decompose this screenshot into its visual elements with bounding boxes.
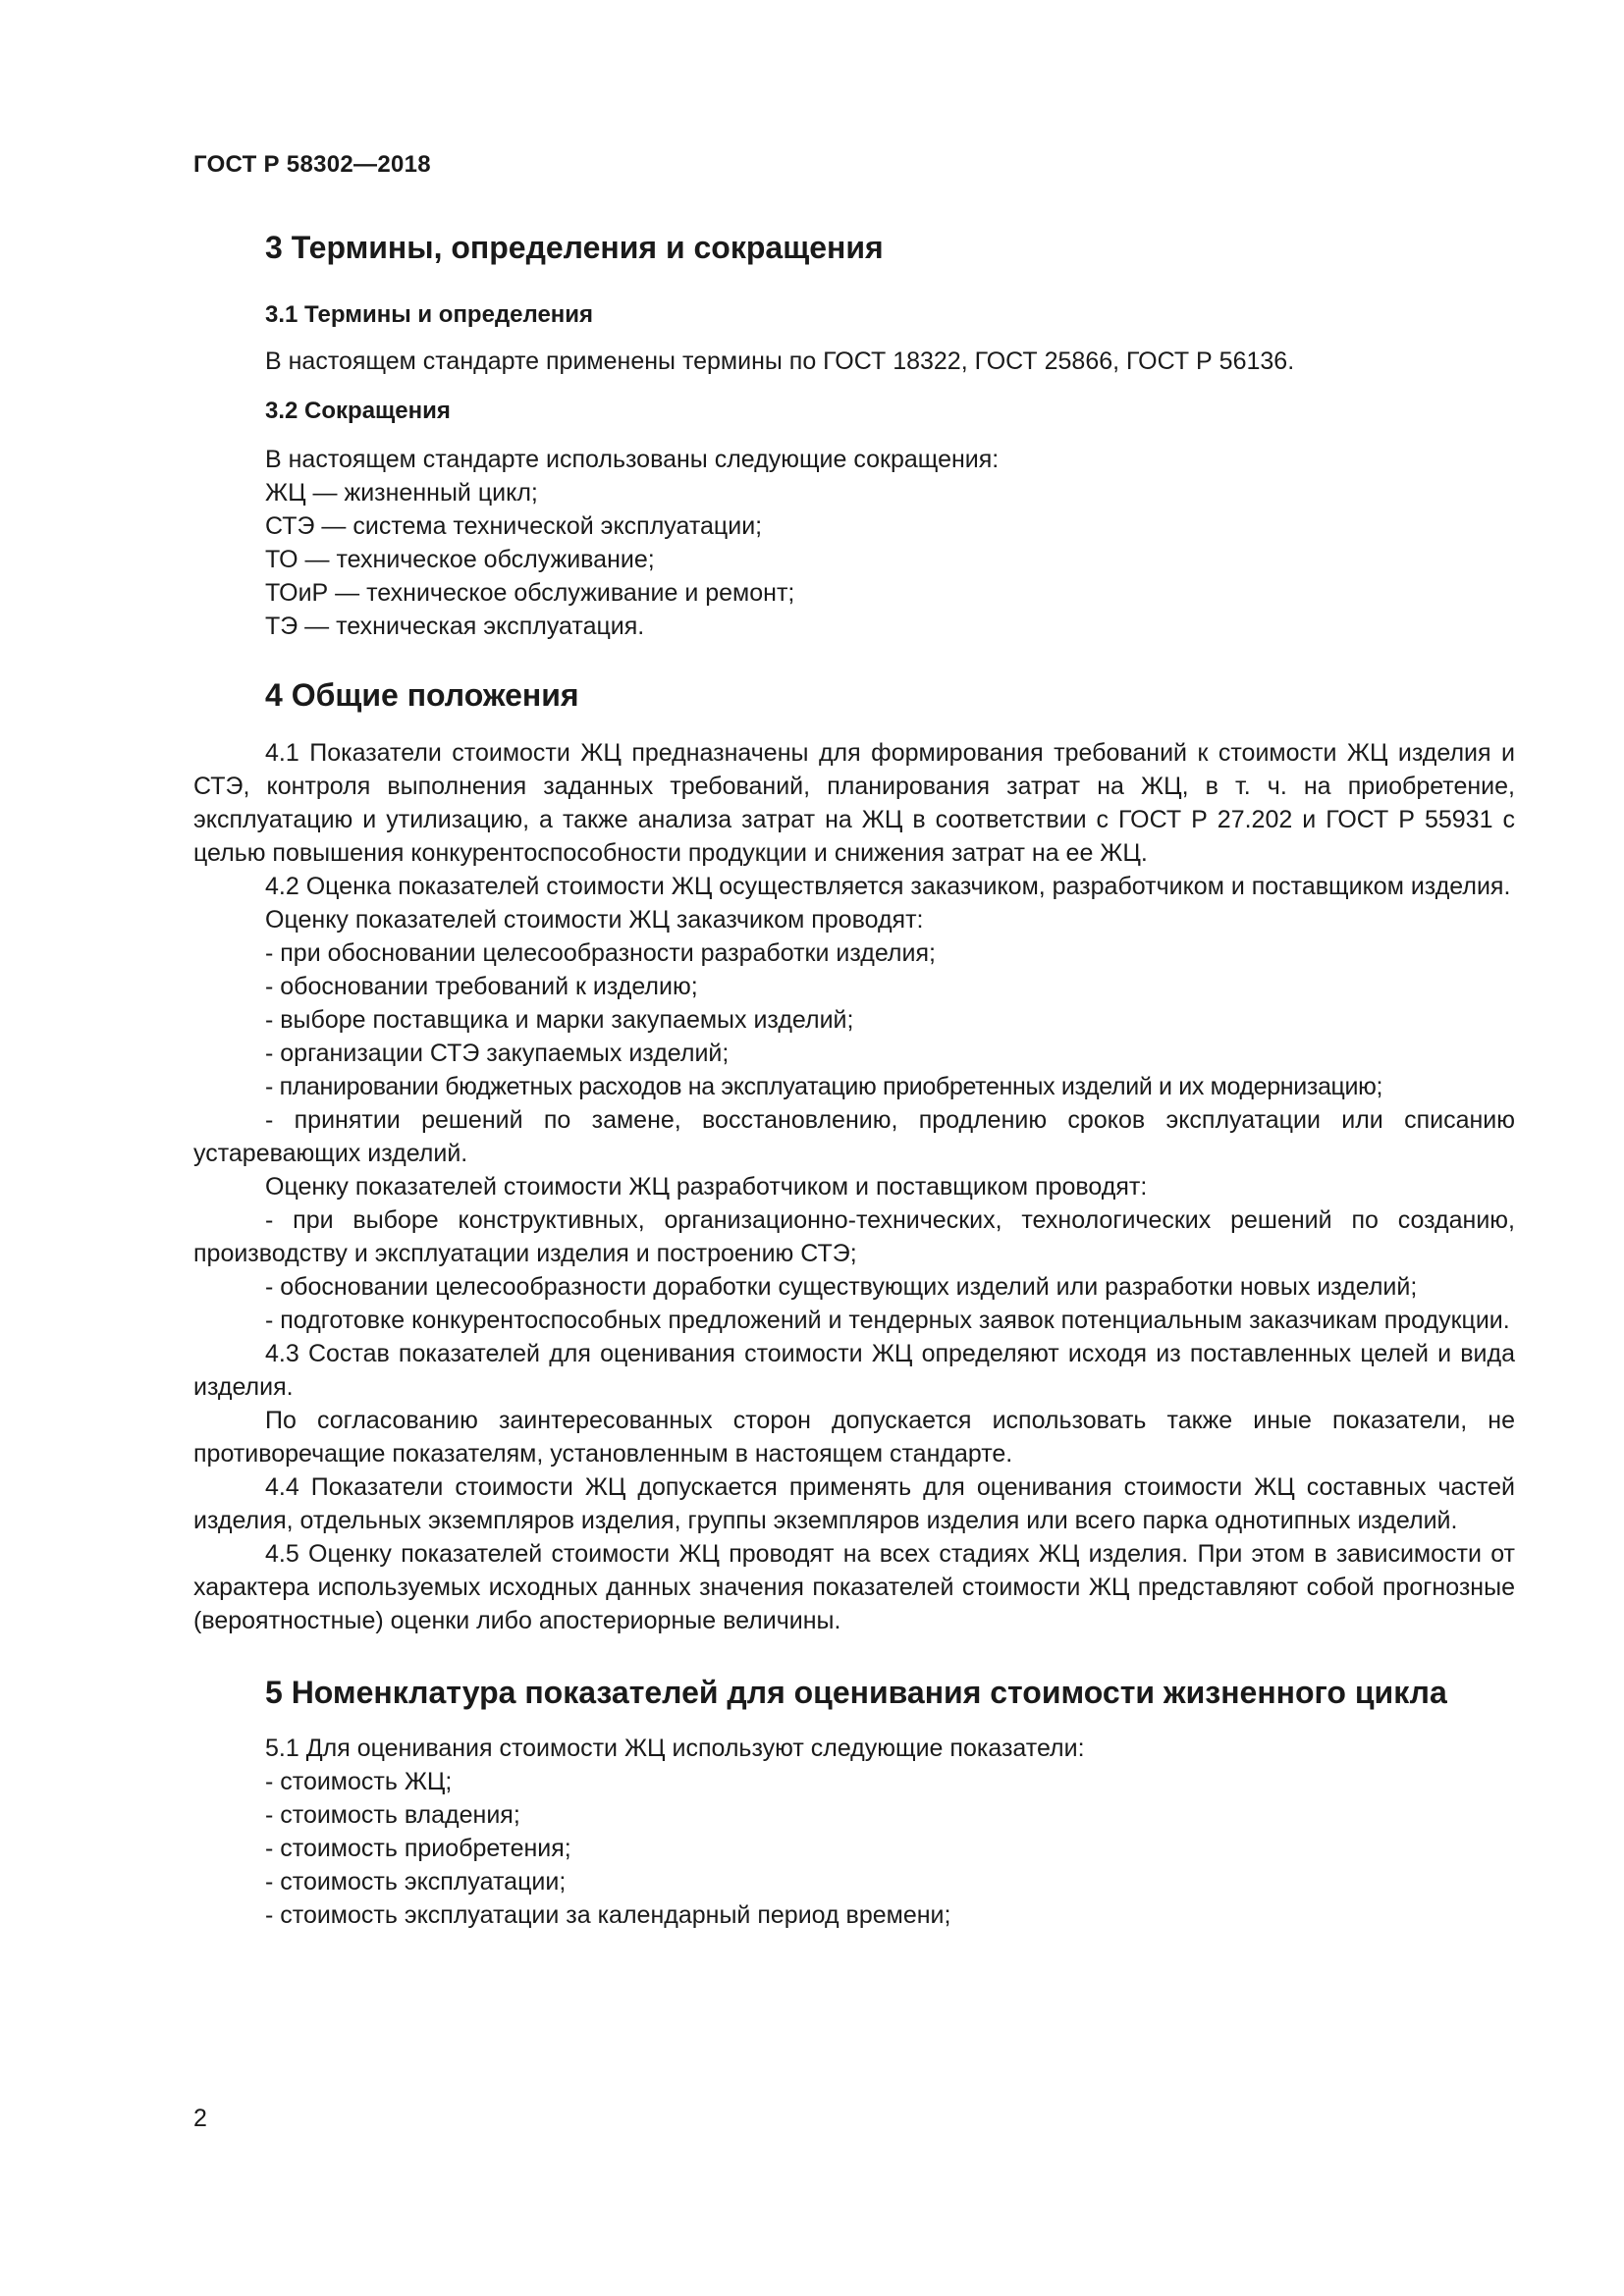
- list-item: - планировании бюджетных расходов на эксплуатацию приобретенных изделий и их модернизацию;: [265, 1073, 1383, 1100]
- list-item: - подготовке конкурентоспособных предложений и тендерных заявок потенциальным заказчикам продукции.: [265, 1307, 1510, 1334]
- page-number: 2: [193, 2105, 207, 2132]
- list-item: СТЭ — система технической эксплуатации;: [265, 512, 763, 540]
- paragraph-4-3-b: По согласованию заинтересованных сторон допускается использовать также иные показатели, не противоречащие показателям, установленным в настоящем стандарте.: [193, 1407, 1515, 1468]
- list-item: - при выборе конструктивных, организационно-технических, технологических решений по созданию, производству и эксплуатации изделия и построению СТЭ;: [193, 1206, 1515, 1267]
- customer-intro: Оценку показателей стоимости ЖЦ заказчиком проводят:: [265, 906, 924, 934]
- list-item: ЖЦ — жизненный цикл;: [265, 479, 538, 507]
- list-item: ТОиР — техническое обслуживание и ремонт;: [265, 579, 795, 607]
- list-item: - стоимость ЖЦ;: [265, 1768, 453, 1795]
- list-item: ТО — техническое обслуживание;: [265, 546, 655, 573]
- list-item: - при обосновании целесообразности разработки изделия;: [265, 939, 936, 967]
- section-3-2-title: 3.2 Сокращения: [265, 398, 451, 424]
- list-item: - стоимость приобретения;: [265, 1835, 571, 1862]
- section-3-1-title: 3.1 Термины и определения: [265, 301, 594, 328]
- section-5-title: 5 Номенклатура показателей для оценивания стоимости жизненного цикла: [265, 1675, 1447, 1710]
- list-item: ТЭ — техническая эксплуатация.: [265, 613, 645, 640]
- paragraph-4-3: 4.3 Состав показателей для оценивания стоимости ЖЦ определяют исходя из поставленных целей и вида изделия.: [193, 1340, 1515, 1401]
- paragraph-4-5: 4.5 Оценку показателей стоимости ЖЦ проводят на всех стадиях ЖЦ изделия. При этом в зависимости от характера используемых исходных данных значения показателей стоимости ЖЦ представляют собой прогнозные (вероятностные) оценки либо апостериорные величины.: [193, 1540, 1515, 1634]
- page-content: [193, 212, 1515, 1932]
- list-item: - стоимость эксплуатации за календарный период времени;: [265, 1901, 951, 1929]
- list-item: - стоимость эксплуатации;: [265, 1868, 567, 1896]
- paragraph-4-2: 4.2 Оценка показателей стоимости ЖЦ осуществляется заказчиком, разработчиком и поставщиком изделия.: [265, 873, 1511, 900]
- abbreviations-list: [193, 476, 1515, 643]
- section-4-title: 4 Общие положения: [265, 677, 579, 713]
- list-item: - выборе поставщика и марки закупаемых изделий;: [265, 1006, 854, 1034]
- section-3-2-intro: В настоящем стандарте использованы следующие сокращения:: [265, 446, 1000, 473]
- developer-intro: Оценку показателей стоимости ЖЦ разработчиком и поставщиком проводят:: [265, 1173, 1148, 1201]
- section-3-title: 3 Термины, определения и сокращения: [265, 230, 884, 265]
- section-3-1-text: В настоящем стандарте применены термины по ГОСТ 18322, ГОСТ 25866, ГОСТ Р 56136.: [265, 347, 1295, 375]
- paragraph-4-1: 4.1 Показатели стоимости ЖЦ предназначены для формирования требований к стоимости ЖЦ изделия и СТЭ, контроля выполнения заданных требований, планирования затрат на ЖЦ, в т. ч. на приобретение, эксплуатацию и утилизацию, а также анализа затрат на ЖЦ в соответствии с ГОСТ Р 27.202 и ГОСТ Р 55931 с целью повышения конкурентоспособности продукции и снижения затрат на ее ЖЦ.: [193, 739, 1515, 867]
- document-header: ГОСТ Р 58302—2018: [193, 151, 431, 178]
- list-item: - организации СТЭ закупаемых изделий;: [265, 1040, 730, 1067]
- list-item: - стоимость владения;: [265, 1801, 520, 1829]
- list-item: - обосновании целесообразности доработки существующих изделий или разработки новых изделий;: [265, 1273, 1418, 1301]
- indicators-list: [193, 1765, 1515, 1932]
- paragraph-5-1: 5.1 Для оценивания стоимости ЖЦ используют следующие показатели:: [265, 1735, 1085, 1762]
- paragraph-4-4: 4.4 Показатели стоимости ЖЦ допускается применять для оценивания стоимости ЖЦ составных частей изделия, отдельных экземпляров изделия, группы экземпляров изделия или всего парка однотипных изделий.: [193, 1473, 1515, 1534]
- list-item: - обосновании требований к изделию;: [265, 973, 698, 1000]
- list-item: - принятии решений по замене, восстановлению, продлению сроков эксплуатации или списанию устаревающих изделий.: [193, 1106, 1515, 1167]
